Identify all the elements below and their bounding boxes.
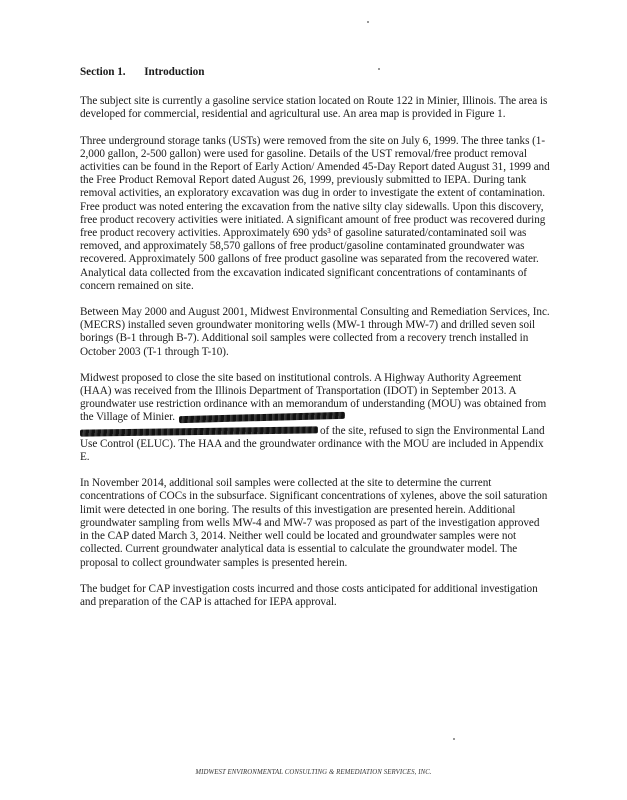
section-number: Section 1. [80,66,126,78]
institutional-controls-text-2: of the site, refused to sign the Environmental Land Use Control (ELUC). The HAA and the groundwater ordinance with the MOU are included in Appendix E. [80,424,545,464]
paragraph-soil-sampling: In November 2014, additional soil samples were collected at the site to determine the current concentrations of COCs in the subsurface. Significant concentrations of xylenes, above the soil saturation limit were detected in one boring. The results of this investigation are presented herein. Additional groundwater sampling from wells MW-4 and MW-7 was proposed as part of the investigation approved in the CAP dated March 3, 2014. Neither well could be located and groundwater samples were not collected. Current groundwater analytical data is essential to calculate the groundwater model. The proposal to collect groundwater samples is presented herein. [80,477,548,569]
document-body [80,66,550,622]
redaction-mark [80,426,318,436]
paragraph-institutional-controls [80,372,550,464]
paragraph-site-description: The subject site is currently a gasoline service station located on Route 122 in Minier, Illinois. The area is developed for commercial, residential and agricultural use. An area map is provided in Figure 1. [80,95,548,121]
scan-speck [453,738,455,740]
paragraph-budget: The budget for CAP investigation costs incurred and those costs anticipated for additional investigation and preparation of the CAP is attached for IEPA approval. [80,582,538,608]
page-footer: MIDWEST ENVIRONMENTAL CONSULTING & REMEDIATION SERVICES, INC. [195,769,432,776]
institutional-controls-text-1: Midwest proposed to close the site based on institutional controls. A Highway Authority Agreement (HAA) was received from the Illinois Department of Transportation (IDOT) in September 2013. A groundwater use restriction ordinance with an memorandum of understanding (MOU) was obtained from the Village of Minier. [80,371,547,424]
section-title: Introduction [144,66,205,78]
scan-speck [367,21,369,23]
paragraph-monitoring-wells: Between May 2000 and August 2001, Midwest Environmental Consulting and Remediation Services, Inc. (MECRS) installed seven groundwater monitoring wells (MW-1 through MW-7) and drilled seven soil borings (B-1 through B-7). Additional soil samples were collected from a recovery trench installed in October 2003 (T-1 through T-10). [80,306,550,358]
section-heading [80,66,550,79]
paragraph-ust-removal: Three underground storage tanks (USTs) were removed from the site on July 6, 1999. The three tanks (1-2,000 gallon, 2-500 gallon) were used for gasoline. Details of the UST removal/free product removal activities can be found in the Report of Early Action/ Amended 45-Day Report dated August 31, 1999 and the Free Product Removal Report dated August 26, 1999, previously submitted to IEPA. During tank removal activities, an exploratory excavation was dug in order to investigate the extent of contamination. Free product was noted entering the excavation from the native silty clay sidewalls. Upon this discovery, free product recovery activities were initiated. A significant amount of free product was recovered during free product recovery activities. Approximately 690 yds³ of gasoline saturated/contaminated soil was removed, and approximately 58,570 gallons of free product/gasoline contaminated groundwater was recovered. Approximately 500 gallons of free product gasoline was separated from the recovered water. Analytical data collected from the excavation indicated significant concentrations of contaminants of concern remained on site. [80,134,550,292]
redaction-mark [179,412,345,423]
